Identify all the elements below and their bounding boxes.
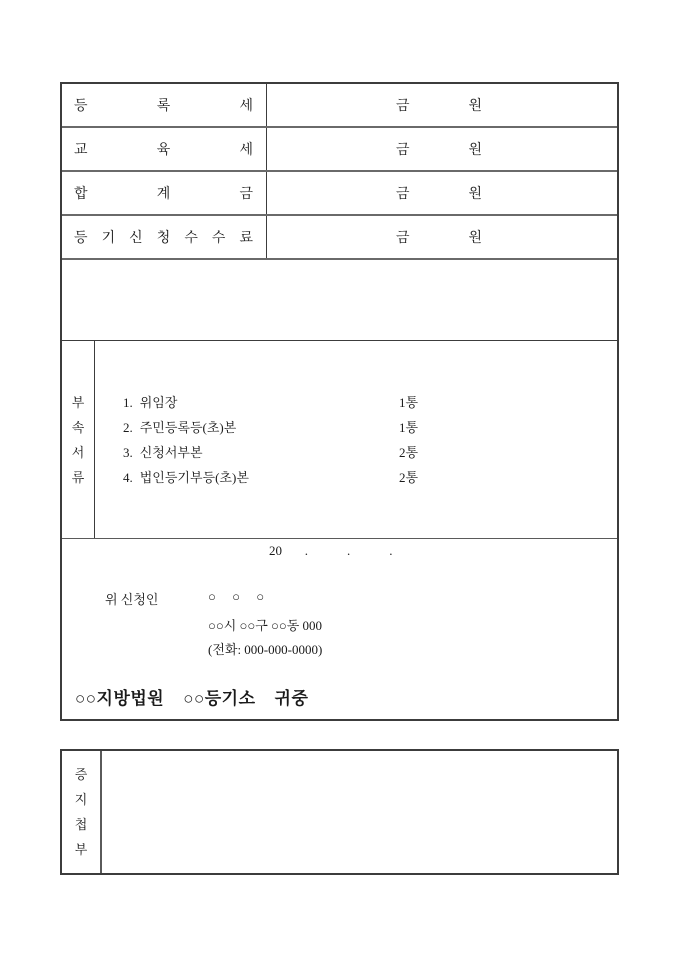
- stamp-attachment-area: [102, 751, 617, 873]
- education-tax-label-cell: [62, 128, 267, 170]
- attached-documents-list: [95, 341, 617, 538]
- registration-fee-label: 등 기 신 청 수 수 료: [74, 231, 253, 246]
- attachment-count: 1통: [399, 394, 419, 410]
- blank-spacer-row: [62, 260, 617, 341]
- stamp-attachment-box: [60, 749, 619, 875]
- row-total-amount: [62, 172, 617, 216]
- registration-fee-label-cell: [62, 216, 267, 258]
- attachment-count: 2통: [399, 469, 419, 485]
- attachment-item: [123, 465, 617, 490]
- applicant-label: 위 신청인: [105, 592, 159, 607]
- registration-tax-label-cell: [62, 84, 267, 126]
- attached-documents-side-label: 부 속 서 류: [62, 341, 95, 538]
- registration-tax-amount-cell: [267, 84, 617, 126]
- attachment-name: 법인등기부등(초)본: [139, 469, 249, 485]
- date-line: 20 . . .: [269, 543, 393, 558]
- attachment-number: 4.: [123, 469, 133, 485]
- signoff-section: [62, 539, 617, 719]
- applicant-phone: (전화: 000-000-0000): [208, 642, 323, 657]
- row-registration-application-fee: [62, 216, 617, 260]
- attached-documents-section: [62, 341, 617, 539]
- currency-won-label: 원: [468, 231, 483, 246]
- total-amount-label-cell: [62, 172, 267, 214]
- currency-geum-label: 금: [396, 187, 410, 202]
- attachment-name: 위임장: [139, 394, 178, 410]
- total-amount-label: 합 계 금: [74, 187, 253, 202]
- attachment-count: 2통: [399, 444, 419, 460]
- education-tax-label: 교 육 세: [74, 143, 253, 158]
- row-education-tax: [62, 128, 617, 172]
- attachment-item: [123, 390, 617, 415]
- attachment-item: [123, 415, 617, 440]
- currency-geum-label: 금: [396, 231, 410, 246]
- court-addressee-line: ○○지방법원 ○○등기소 귀중: [75, 689, 309, 708]
- attachment-item: [123, 440, 617, 465]
- stamp-attachment-side-label: 증 지 첩 부: [62, 751, 102, 873]
- registration-fee-amount-cell: [267, 216, 617, 258]
- applicant-name-placeholder: ○ ○ ○: [208, 589, 265, 604]
- attachment-name: 주민등록등(초)본: [139, 419, 237, 435]
- row-registration-tax: [62, 84, 617, 128]
- attachment-count: 1통: [399, 419, 419, 435]
- registration-tax-label: 등 록 세: [74, 99, 253, 114]
- total-amount-cell: [267, 172, 617, 214]
- currency-won-label: 원: [468, 187, 483, 202]
- currency-won-label: 원: [468, 143, 483, 158]
- registration-fee-table: [60, 82, 619, 721]
- attachment-name: 신청서부본: [139, 444, 203, 460]
- currency-won-label: 원: [468, 99, 483, 114]
- attachment-number: 3.: [123, 444, 133, 460]
- currency-geum-label: 금: [396, 99, 410, 114]
- attachment-number: 1.: [123, 394, 133, 410]
- currency-geum-label: 금: [396, 143, 410, 158]
- applicant-address: ○○시 ○○구 ○○동 000: [208, 618, 323, 633]
- attachment-number: 2.: [123, 419, 133, 435]
- education-tax-amount-cell: [267, 128, 617, 170]
